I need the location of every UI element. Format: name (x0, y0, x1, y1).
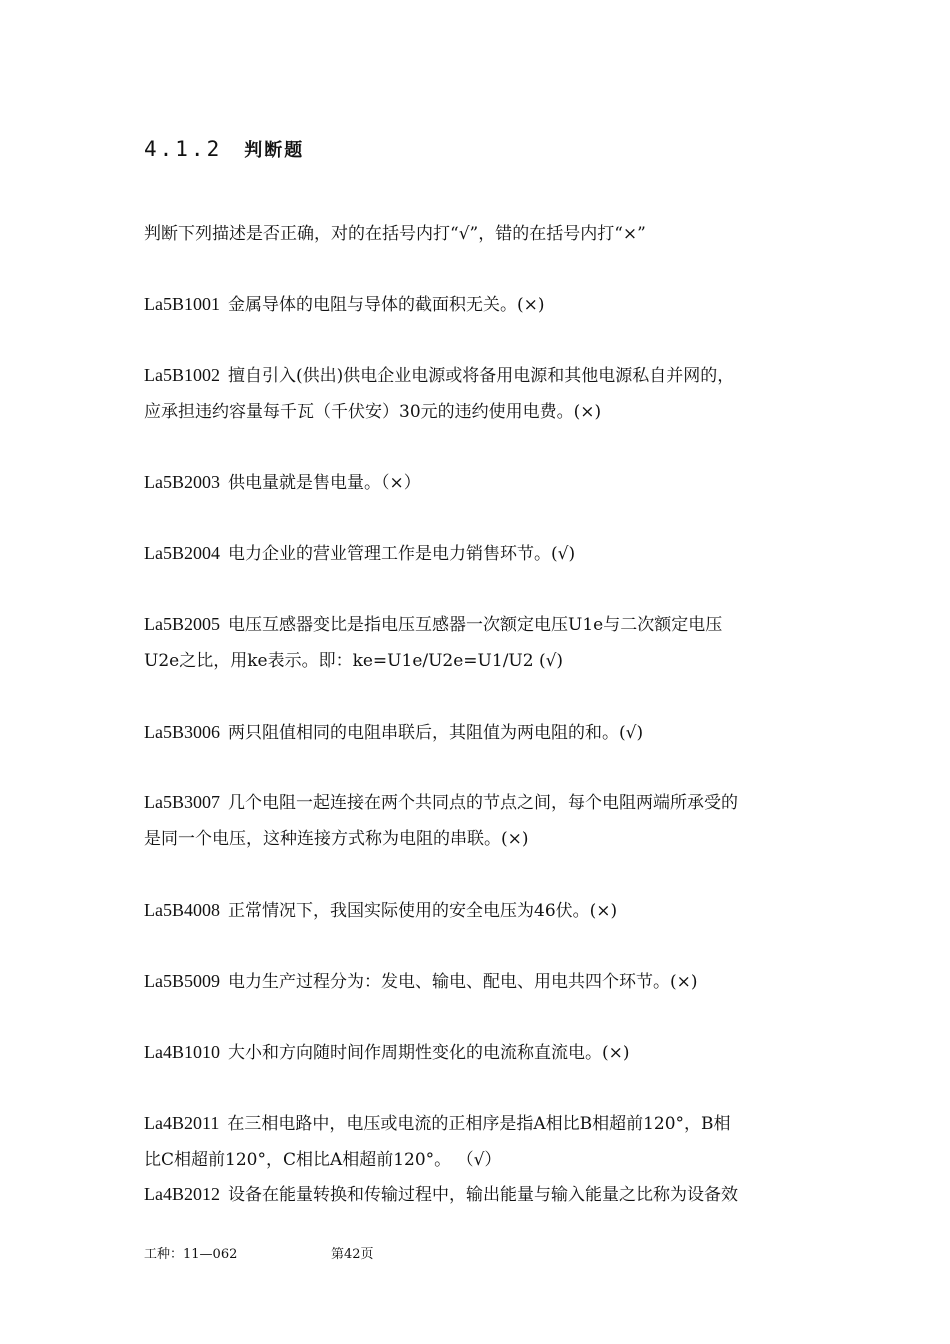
question-code: La5B2003 (144, 472, 220, 492)
question-5-continuation: U2e之比，用ke表示。即：ke=U1e/U2e=U1/U2 (√) (144, 651, 564, 671)
question-code: La4B1010 (144, 1042, 220, 1062)
question-text: 供电量就是售电量。（×） (228, 473, 421, 493)
question-11-continuation: 比C相超前120°，C相比A相超前120°。 （√） (144, 1150, 502, 1170)
question-text: 大小和方向随时间作周期性变化的电流称直流电。(×) (228, 1043, 630, 1063)
question-text: 在三相电路中，电压或电流的正相序是指A相比B相超前120°，B相 (227, 1114, 731, 1134)
question-text: 电力生产过程分为：发电、输电、配电、用电共四个环节。(×) (228, 972, 698, 992)
question-11 (144, 1111, 731, 1136)
section-title: 判断题 (244, 140, 305, 161)
question-7-continuation: 是同一个电压，这种连接方式称为电阻的串联。(×) (144, 829, 529, 849)
question-1 (144, 292, 545, 317)
question-text: 正常情况下，我国实际使用的安全电压为46伏。(×) (228, 901, 618, 921)
question-12 (144, 1182, 738, 1207)
question-code: La5B1002 (144, 365, 220, 385)
question-code: La5B3007 (144, 792, 220, 812)
question-code: La5B2004 (144, 543, 220, 563)
section-heading (144, 136, 304, 162)
question-6 (144, 720, 643, 745)
question-8 (144, 898, 617, 923)
question-5 (144, 612, 722, 637)
question-text: 几个电阻一起连接在两个共同点的节点之间，每个电阻两端所承受的 (228, 793, 738, 813)
question-text: 设备在能量转换和传输过程中，输出能量与输入能量之比称为设备效 (228, 1185, 738, 1205)
question-code: La5B2005 (144, 614, 220, 634)
question-code: La5B5009 (144, 971, 220, 991)
question-text: 两只阻值相同的电阻串联后，其阻值为两电阻的和。(√) (228, 723, 644, 743)
question-2 (144, 363, 734, 388)
question-4 (144, 541, 575, 566)
question-text: 擅自引入(供出)供电企业电源或将备用电源和其他电源私自并网的， (228, 366, 735, 386)
question-code: La5B1001 (144, 294, 220, 314)
question-7 (144, 790, 738, 815)
question-10 (144, 1040, 630, 1065)
footer-page-number: 第42页 (331, 1247, 374, 1262)
question-2-continuation: 应承担违约容量每千瓦（千伏安）30元的违约使用电费。(×) (144, 402, 602, 422)
question-text: 金属导体的电阻与导体的截面积无关。(×) (228, 295, 545, 315)
footer-job-code: 工种：11—062 (144, 1247, 238, 1262)
question-text: 电力企业的营业管理工作是电力销售环节。(√) (228, 544, 576, 564)
question-3 (144, 470, 421, 495)
question-9 (144, 969, 698, 994)
section-number: 4.1.2 (144, 137, 223, 161)
question-code: La4B2011 (144, 1113, 220, 1133)
question-code: La4B2012 (144, 1184, 220, 1204)
question-code: La5B3006 (144, 722, 220, 742)
question-code: La5B4008 (144, 900, 220, 920)
question-text: 电压互感器变比是指电压互感器一次额定电压U1e与二次额定电压 (228, 615, 723, 635)
instruction-text: 判断下列描述是否正确，对的在括号内打“√”，错的在括号内打“×” (144, 224, 646, 244)
